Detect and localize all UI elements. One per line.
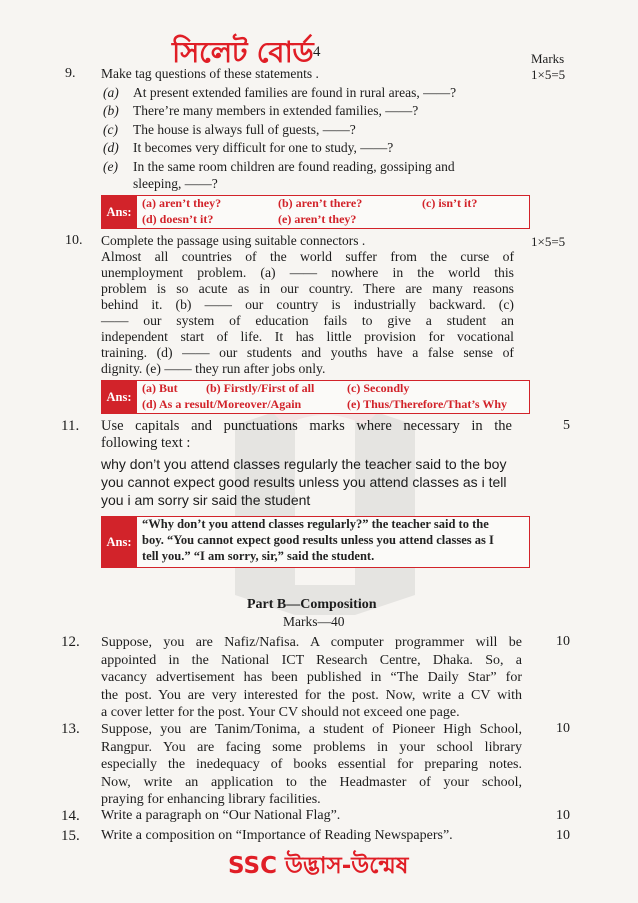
q10-passage-line: problem is so acute as in our country. There are many reasons	[101, 281, 514, 296]
q9-item-e-cont: sleeping, ——?	[133, 176, 218, 191]
page-number: 4	[313, 44, 321, 60]
q9-answer-d: (d) doesn’t it?	[142, 212, 214, 226]
q9-text: Make tag questions of these statements .	[101, 66, 319, 81]
q9-item-e: (e) In the same room children are found reading, gossiping and	[103, 159, 455, 174]
q10-answer-e: (e) Thus/Therefore/That’s Why	[347, 397, 508, 411]
q15-text: Write a composition on “Importance of Reading Newspapers”.	[101, 828, 453, 843]
q13-text: Suppose, you are Tanim/Tonima, a student of Pioneer High School, Rangpur. You are facing some problems in your school library especially the inedequacy of books essential for preparing notes. Now, write an application to the Headmaster of your school, praying for enhancing library facilities.	[101, 722, 522, 807]
q9-item-b: (b) There’re many members in extended families, ——?	[103, 103, 419, 118]
q10-passage-line: training. (d) —— our students and youths have a false sense of	[101, 345, 514, 360]
q11-answer-line: boy. “You cannot expect good results unless you attend classes as I	[142, 533, 494, 547]
q10-answer-d: (d) As a result/Moreover/Again	[142, 397, 302, 411]
q9-marks: 1×5=5	[531, 67, 566, 82]
q10-answer-a: (a) But	[142, 381, 178, 395]
q10-answer-c: (c) Secondly	[347, 381, 410, 395]
q10-answer-b: (b) Firstly/First of all	[206, 381, 315, 395]
q14-marks: 10	[556, 808, 570, 823]
q12-text: Suppose, you are Nafiz/Nafisa. A computer programmer will be appointed in the National ICT Research Centre, Dhaka. So, a vacancy advertisement has been published in “The Daily Star” for the post. You are very interested for the post. Now, write a CV with a cover letter for the post. Your CV should not exceed one page.	[101, 635, 522, 720]
q12-marks: 10	[556, 634, 570, 649]
q9-answer-e: (e) aren’t they?	[278, 212, 357, 226]
footer-brand: SSC উদ্ভাস-উন্মেষ	[228, 853, 409, 879]
q11-answer-line: tell you.” “I am sorry, sir,” said the student.	[142, 549, 375, 563]
q15-number: 15.	[61, 828, 80, 844]
q10-passage-line: behind it. (b) —— our country is industrially backward. (c)	[101, 297, 514, 312]
q11-body-line: why don’t you attend classes regularly the teacher said to the boy	[101, 456, 507, 472]
q9-answer-label: Ans:	[101, 195, 137, 229]
q13-number: 13.	[61, 721, 80, 737]
q10-passage-line: —— our system of education fails to give a student an	[101, 313, 514, 328]
q9-number: 9.	[65, 66, 76, 81]
q11-body-line: you i am sorry sir said the student	[101, 492, 311, 508]
q10-passage-line: unemployment problem. (a) —— nowhere in the world this	[101, 265, 514, 280]
q11-text: Use capitals and punctuations marks where necessary in the following text :	[101, 418, 512, 451]
q13-marks: 10	[556, 721, 570, 736]
board-title: সিলেট বোর্ড	[172, 35, 314, 69]
part-b-title: Part B—Composition	[247, 597, 377, 612]
q10-answer-label: Ans:	[101, 380, 137, 414]
q11-number: 11.	[61, 418, 80, 434]
q10-marks: 1×5=5	[531, 234, 566, 249]
q9-item-d: (d) It becomes very difficult for one to study, ——?	[103, 140, 394, 155]
q10-passage	[101, 249, 514, 377]
q11-answer-line: “Why don’t you attend classes regularly?” the teacher said to the	[142, 517, 489, 531]
q15-marks: 10	[556, 828, 570, 843]
q9-answer-b: (b) aren’t there?	[278, 196, 363, 210]
q10-passage-line: dignity. (e) —— they run after jobs only.	[101, 361, 326, 376]
q10-text: Complete the passage using suitable connectors .	[101, 233, 366, 248]
q9-answer-a: (a) aren’t they?	[142, 196, 222, 210]
marks-heading: Marks	[531, 51, 565, 66]
q9-item-c: (c) The house is always full of guests, ——?	[103, 122, 356, 137]
q10-passage-line: independent start of life. It has little provision for vocational	[101, 329, 514, 344]
q11-marks: 5	[563, 418, 570, 433]
q11-answer-label: Ans:	[101, 516, 137, 568]
part-b-marks: Marks—40	[283, 614, 345, 629]
q12-number: 12.	[61, 634, 80, 650]
q9-item-a: (a) At present extended families are found in rural areas, ——?	[103, 85, 457, 100]
q11-body-line: you cannot expect good results unless you attend classes as i tell	[101, 474, 507, 490]
q10-number: 10.	[65, 233, 83, 248]
q10-passage-line: Almost all countries of the world suffer from the curse of	[101, 249, 514, 264]
q14-text: Write a paragraph on “Our National Flag”.	[101, 808, 341, 823]
q9-answer-c: (c) isn’t it?	[422, 196, 478, 210]
q14-number: 14.	[61, 808, 80, 824]
